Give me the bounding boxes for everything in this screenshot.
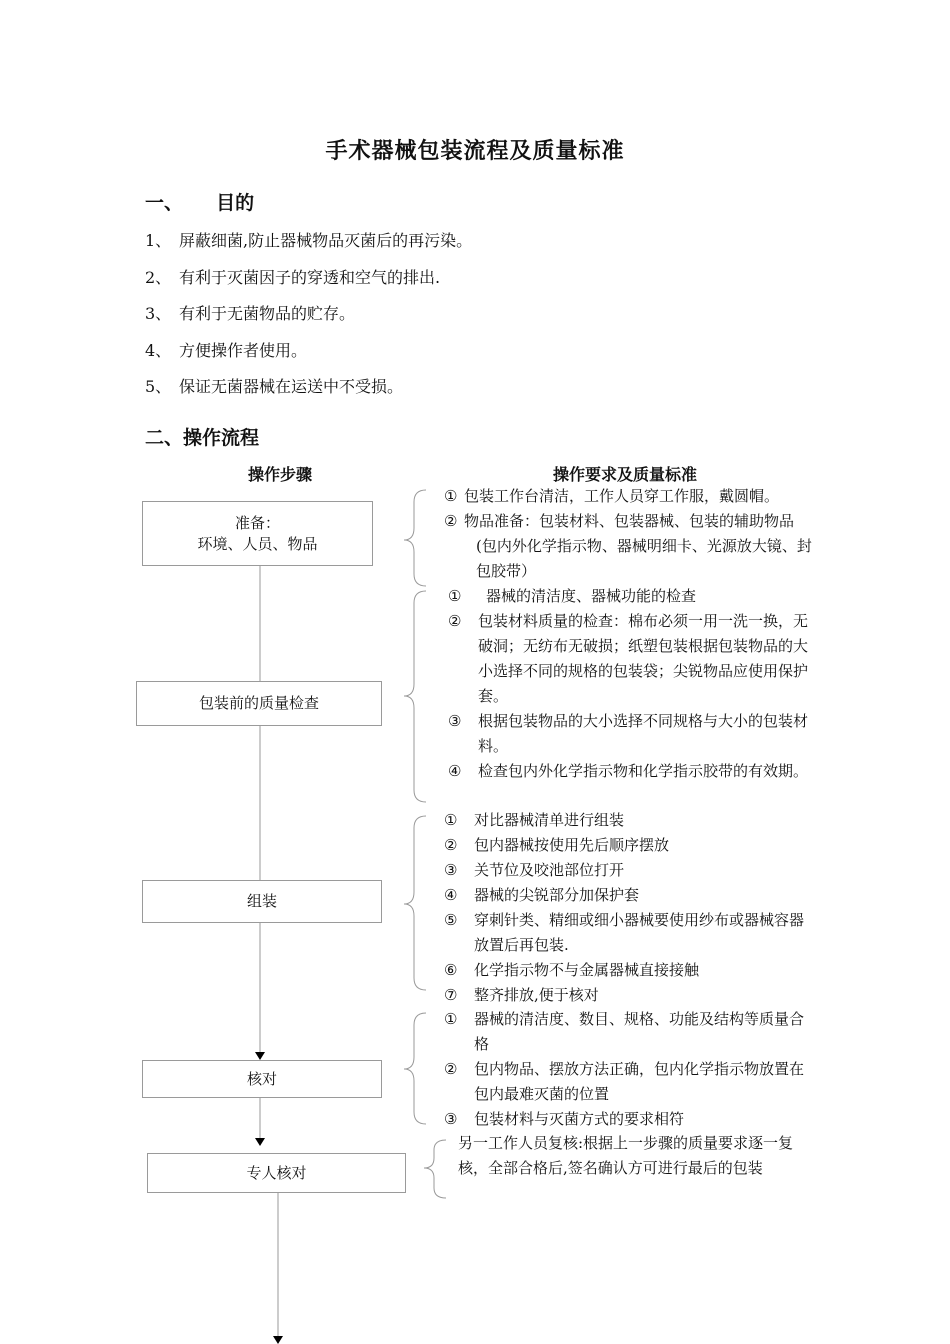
standard-item [444, 1107, 814, 1132]
step-box-verify [142, 1060, 382, 1098]
arrowhead [273, 1336, 283, 1344]
item-marker: ② [444, 512, 458, 530]
brace [404, 490, 426, 586]
standard-item [444, 1007, 814, 1057]
item-marker: ① [448, 587, 462, 605]
purpose-item-number: 4、 [145, 341, 172, 360]
arrowhead [255, 1052, 265, 1060]
step-label: 组装 [246, 892, 277, 910]
purpose-item-number: 3、 [145, 304, 172, 323]
purpose-item-text: 屏蔽细菌,防止器械物品灭菌后的再污染。 [179, 231, 473, 250]
item-text: 整齐排放,便于核对 [474, 986, 599, 1004]
purpose-item-text: 方便操作者使用。 [179, 341, 308, 360]
item-text: 包装工作台清洁，工作人员穿工作服，戴圆帽。 [464, 487, 780, 505]
standards-review: 另一工作人员复核:根据上一步骤的质量要求逐一复核，全部合格后,签名确认方可进行最后的包装 [458, 1134, 794, 1177]
step-label: 准备： [234, 513, 280, 532]
item-marker: ④ [444, 886, 458, 904]
step-box-prepare [142, 501, 373, 566]
item-marker: ① [444, 487, 458, 505]
standard-item [444, 858, 814, 883]
item-marker: ③ [444, 1110, 458, 1128]
standard-item [448, 709, 814, 759]
purpose-item-text: 保证无菌器械在运送中不受损。 [179, 377, 404, 396]
section-heading-purpose: 一、 目的 [145, 192, 255, 214]
purpose-item-number: 1、 [145, 231, 172, 250]
column-header-standards: 操作要求及质量标准 [552, 465, 697, 484]
arrowhead [255, 1138, 265, 1146]
item-text: 器械的清洁度、器械功能的检查 [486, 587, 697, 605]
item-marker: ④ [448, 762, 462, 780]
item-marker: ③ [444, 861, 458, 879]
purpose-item-text: 有利于无菌物品的贮存。 [179, 304, 356, 323]
item-text: 器械的尖锐部分加保护套 [474, 886, 640, 904]
item-text: 关节位及咬池部位打开 [474, 861, 625, 879]
item-text: 检查包内外化学指示物和化学指示胶带的有效期。 [478, 762, 809, 780]
purpose-item-number: 2、 [145, 268, 172, 287]
standard-item [448, 609, 814, 709]
item-marker: ③ [448, 712, 462, 730]
step-label: 包装前的质量检查 [198, 694, 319, 712]
standards-precheck [448, 584, 814, 784]
item-text: 器械的清洁度、数目、规格、功能及结构等质量合格 [474, 1010, 805, 1053]
item-text: 化学指示物不与金属器械直接接触 [474, 961, 700, 979]
item-marker: ① [444, 1010, 458, 1028]
step-label: 环境、人员、物品 [197, 534, 318, 553]
item-text: 包内物品、摆放方法正确，包内化学指示物放置在包内最难灭菌的位置 [474, 1060, 805, 1103]
standard-item [444, 983, 814, 1008]
step-box-assemble [142, 880, 382, 923]
section-heading-process: 二、操作流程 [145, 427, 260, 449]
standard-item [444, 883, 814, 908]
standard-item [444, 509, 814, 584]
item-marker: ① [444, 811, 458, 829]
brace [404, 591, 426, 802]
item-text: 包装材料与灭菌方式的要求相符 [474, 1110, 685, 1128]
purpose-item-number: 5、 [145, 377, 172, 396]
item-marker: ② [444, 1060, 458, 1078]
brace [404, 1013, 426, 1124]
item-text: 根据包装物品的大小选择不同规格与大小的包装材料。 [478, 712, 809, 755]
item-marker: ② [444, 836, 458, 854]
purpose-item-text: 有利于灭菌因子的穿透和空气的排出. [179, 268, 441, 287]
item-text: 穿刺针类、精细或细小器械要使用纱布或器械容器放置后再包装. [474, 911, 805, 954]
item-text: 包装材料质量的检查：棉布必须一用一洗一换，无破洞；无纺布无破损；纸塑包装根据包装物品的大小选择不同的规格的包装袋；尖锐物品应使用保护套。 [478, 612, 809, 705]
brace [404, 816, 426, 990]
standards-assemble [444, 808, 814, 1008]
standard-item [444, 908, 814, 958]
item-text: 物品准备：包装材料、包装器械、包装的辅助物品(包内外化学指示物、器械明细卡、光源放大镜、封包胶带） [464, 512, 812, 580]
step-box-review [147, 1153, 406, 1193]
standard-item [448, 584, 814, 609]
item-text: 对比器械清单进行组装 [474, 811, 625, 829]
standard-item [444, 833, 814, 858]
item-marker: ⑤ [444, 911, 458, 929]
step-label: 专人核对 [246, 1163, 307, 1182]
standard-item [444, 958, 814, 983]
item-marker: ⑥ [444, 961, 458, 979]
step-box-precheck [136, 681, 382, 726]
standard-item [444, 808, 814, 833]
step-label: 核对 [246, 1069, 277, 1088]
brace [424, 1140, 446, 1198]
standards-prepare [444, 484, 814, 584]
standard-item [444, 1057, 814, 1107]
page-title: 手术器械包装流程及质量标准 [325, 139, 625, 164]
item-marker: ⑦ [444, 986, 458, 1004]
item-text: 包内器械按使用先后顺序摆放 [474, 836, 670, 854]
column-header-steps: 操作步骤 [247, 465, 312, 484]
standards-verify [444, 1007, 814, 1132]
standard-item [444, 484, 814, 509]
item-marker: ② [448, 612, 462, 630]
standard-item [448, 759, 814, 784]
